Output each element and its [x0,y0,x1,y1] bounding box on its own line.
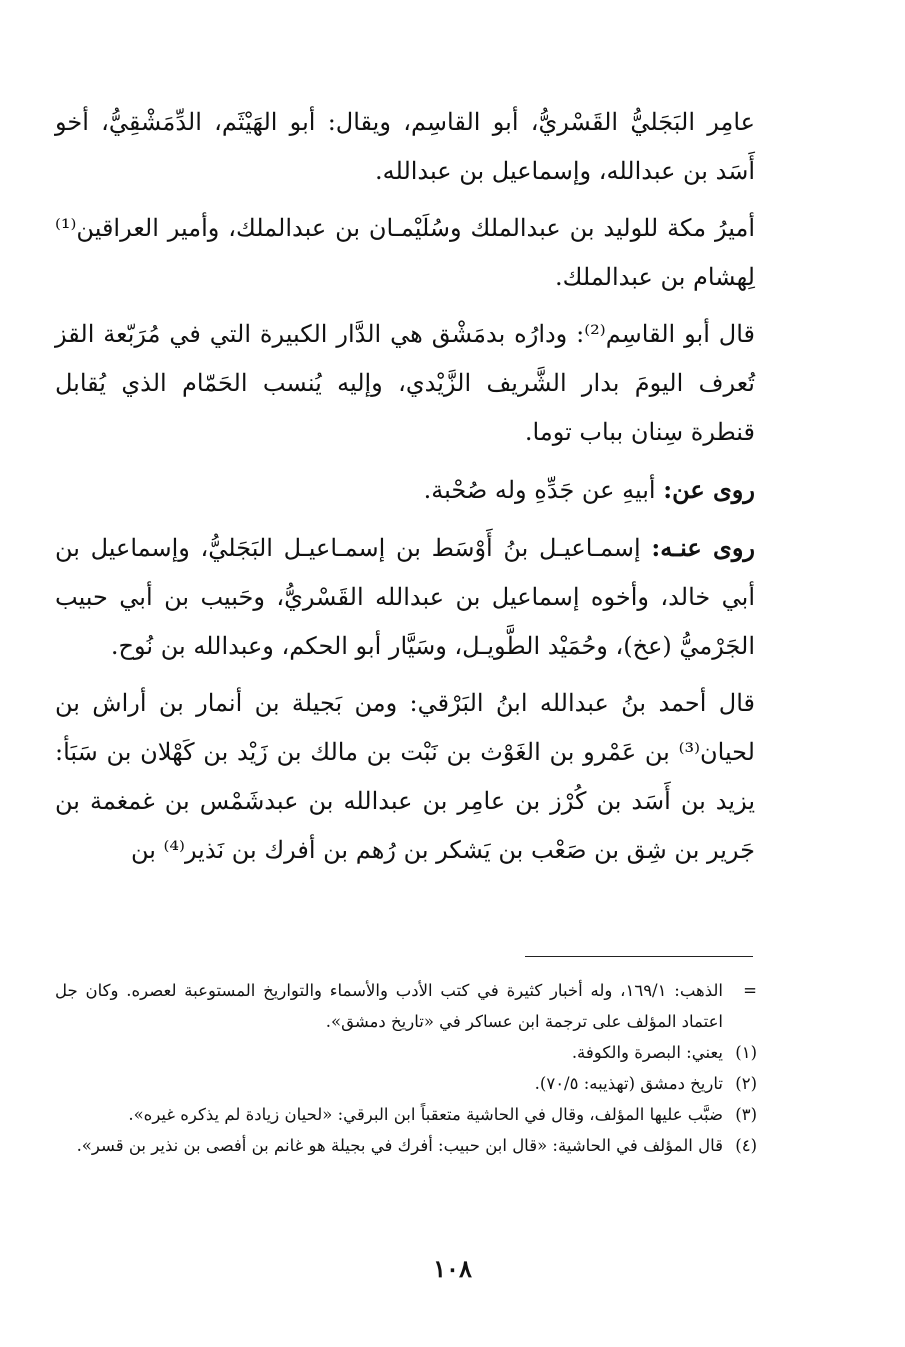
footnote-continued [55,975,757,1037]
footnote-2 [55,1068,757,1099]
narrated-by-text: إسمـاعيـل بنُ أَوْسَط بن إسمـاعيـل البَجَليُّ، وإسماعيل بن أبي خالد، وأخوه إسماعيل بن عبدالله القَسْريُّ، وحَبيب بن أبي حبيب الجَرْميُّ (عخ)، وحُمَيْد الطَّويـل، وسَيَّار أبو الحكم، وعبدالله بن نُوح. [55,534,755,660]
footnote-text: قال المؤلف في الحاشية: «قال ابن حبيب: أفرك في بجيلة هو غانم بن أفصى بن نذير بن قسر». [76,1136,723,1155]
footnote-marker: (٢) [735,1074,757,1093]
narrated-from-heading: روى عن: [663,475,755,504]
paragraph-narrated-by [55,523,755,671]
footnote-1 [55,1037,757,1068]
narrated-by-heading: روى عنـه: [651,533,756,562]
footnote-4 [55,1130,757,1161]
paragraph-narrated-from [55,465,755,515]
paragraph-3: قال أبو القاسِم⁽²⁾: ودارُه بدمَشْق هي الدَّار الكبيرة التي في مُرَبّعة القز تُعرف اليومَ بدار الشَّريف الزَّيْدي، وإليه يُنسب الحَمّام الذي يُقابل قنطرة سِنان بباب توما. [55,320,755,446]
footnote-marker: (١) [735,1043,757,1062]
main-text [55,98,755,883]
narrated-from-text: أبيهِ عن جَدِّهِ وله صُحْبة. [423,476,664,504]
footnote-marker: = [743,981,757,1000]
footnote-text: ضبَّب عليها المؤلف، وقال في الحاشية متعقباً ابن البرقي: «لحيان زيادة لم يذكره غيره». [128,1105,723,1124]
paragraph-1: عامِر البَجَليُّ القَسْريُّ، أبو القاسِم، ويقال: أبو الهَيْثَم، الدِّمَشْقِيُّ، أخو أَسَد بن عبدالله، وإسماعيل بن عبدالله. [55,108,755,185]
footnote-divider [525,956,753,957]
page-number: ١٠٨ [433,1254,472,1283]
footnote-text: تاريخ دمشق (تهذيبه: ٧٠/٥). [534,1074,723,1093]
footnote-text: الذهب: ١٦٩/١، وله أخبار كثيرة في كتب الأدب والأسماء والتواريخ المستوعبة لعصره. وكان جل اعتماد المؤلف على ترجمة ابن عساكر في «تاريخ دمشق». [55,981,724,1031]
footnote-marker: (٣) [735,1105,757,1124]
paragraph-2: أميرُ مكة للوليد بن عبدالملك وسُلَيْمـان بن عبدالملك، وأمير العراقين⁽¹⁾ لِهشام بن عبدالملك. [55,214,755,291]
footnote-text: يعني: البصرة والكوفة. [571,1043,723,1062]
footnotes [55,975,757,1161]
footnote-3 [55,1099,757,1130]
paragraph-6: قال أحمد بنُ عبدالله ابنُ البَرْقي: ومن بَجيلة بن أنمار بن أراش بن لحيان⁽³⁾ بن عَمْرو بن الغَوْث بن نَبْت بن مالك بن زَيْد بن كَهْلان بن سَبَأ: يزيد بن أَسَد بن كُرْز بن عامِر بن عبدالله بن عبدشَمْس بن غمغمة بن جَرير بن شِق بن صَعْب بن يَشكر بن رُهم بن أفرك بن نَذير⁽⁴⁾ بن [55,689,755,864]
footnote-marker: (٤) [735,1136,757,1155]
